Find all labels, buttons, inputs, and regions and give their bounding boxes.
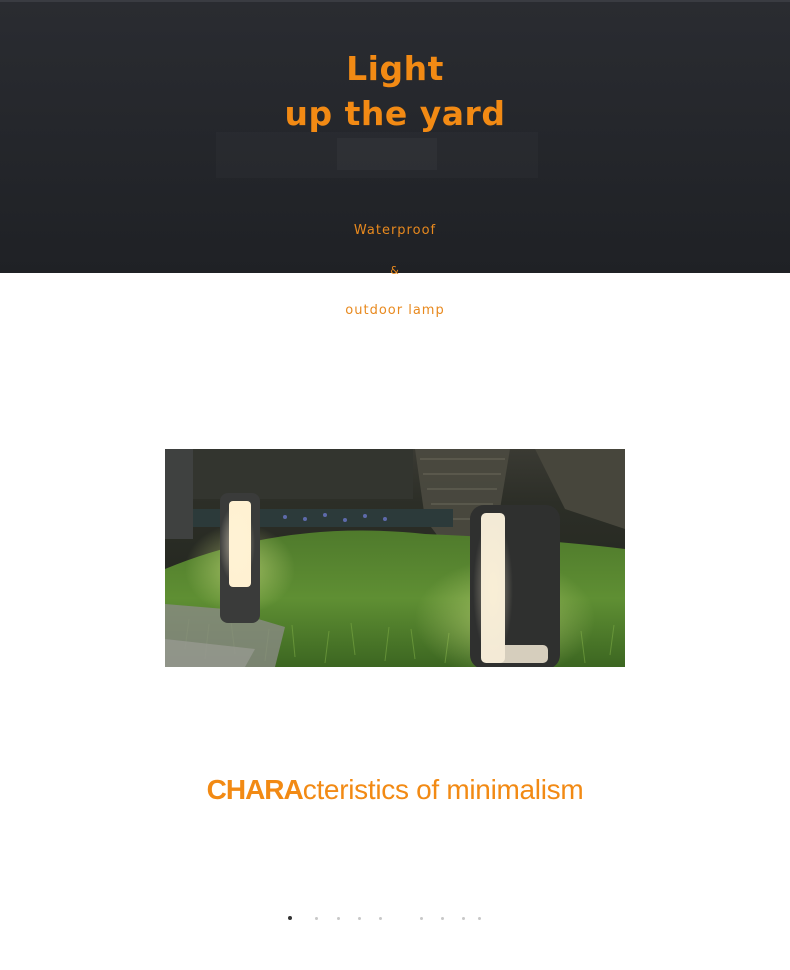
product-photo	[165, 449, 625, 667]
carousel-dot[interactable]	[379, 917, 382, 920]
carousel-dot[interactable]	[420, 917, 423, 920]
carousel-dot[interactable]	[441, 917, 444, 920]
carousel-dot[interactable]	[337, 917, 340, 920]
carousel-dot[interactable]	[478, 917, 481, 920]
hero-subtitle-ampersand: &	[390, 264, 400, 277]
hero-subtitle-line1: Waterproof	[353, 223, 437, 238]
carousel-dot[interactable]	[462, 917, 465, 920]
hero-title-line2: up the yard	[284, 94, 506, 133]
hero-subtitle-line3: outdoor lamp	[345, 303, 445, 318]
carousel-dot[interactable]	[358, 917, 361, 920]
hero-title-line1: Light	[346, 49, 444, 88]
section-heading-rest: cteristics of minimalism	[302, 774, 584, 805]
hero-banner	[0, 0, 790, 273]
section-heading-highlight: CHARA	[206, 774, 303, 805]
carousel-dot[interactable]	[315, 917, 318, 920]
section-heading	[0, 774, 790, 806]
carousel-dots	[0, 915, 790, 923]
hero-faint-badge	[337, 138, 437, 170]
carousel-dot[interactable]	[288, 916, 292, 920]
